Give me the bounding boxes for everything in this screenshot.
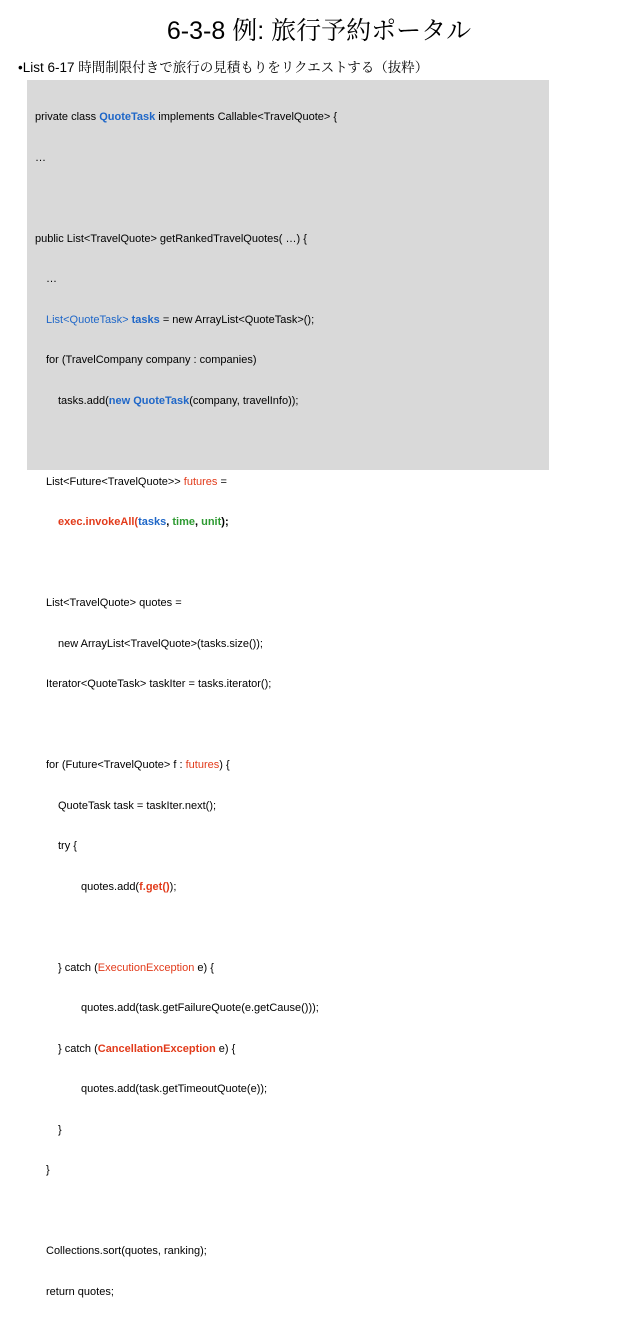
code-line xyxy=(35,759,337,773)
code-line xyxy=(35,678,337,692)
code-text: implements Callable<TravelQuote> { xyxy=(155,111,338,123)
code-text: for (Future<TravelQuote> f : xyxy=(46,759,186,771)
code-new-quotetask: new QuoteTask xyxy=(108,394,190,407)
code-line xyxy=(35,962,337,976)
code-var-futures: futures xyxy=(183,475,218,488)
code-text: public List<TravelQuote> getRankedTravelQuotes( …) { xyxy=(35,232,307,245)
code-text: quotes.add(task.getTimeoutQuote(e)); xyxy=(81,1083,268,1095)
code-line xyxy=(35,1002,337,1016)
code-var-futures: futures xyxy=(185,759,220,771)
code-execution-exception: ExecutionException xyxy=(97,961,195,974)
code-text: quotes.add( xyxy=(81,880,140,893)
code-arg-tasks: tasks xyxy=(138,516,167,528)
code-text: … xyxy=(46,273,57,285)
code-line-blank xyxy=(35,192,337,206)
code-line xyxy=(35,840,337,854)
code-type: List<QuoteTask> xyxy=(46,313,129,326)
code-text: List<TravelQuote> quotes = xyxy=(46,597,182,609)
code-line xyxy=(35,1245,337,1259)
code-line-blank xyxy=(35,557,337,571)
code-line xyxy=(35,1164,337,1178)
code-line xyxy=(35,314,337,328)
code-text: (company, travelInfo)); xyxy=(189,394,299,407)
code-line xyxy=(35,152,337,166)
code-line xyxy=(35,1124,337,1138)
slide-title: 6-3-8 例: 旅行予約ポータル xyxy=(166,17,472,45)
code-text: e) { xyxy=(194,961,214,974)
code-text: new ArrayList<TravelQuote>(tasks.size()); xyxy=(58,637,263,650)
code-invokeall: exec.invokeAll( xyxy=(58,516,139,528)
code-text: ); xyxy=(221,516,229,528)
code-line xyxy=(35,516,337,530)
code-line xyxy=(35,395,337,409)
code-line xyxy=(35,597,337,611)
code-block xyxy=(27,80,549,1298)
code-line-blank xyxy=(35,435,337,449)
code-text: … xyxy=(35,151,46,164)
code-line xyxy=(35,1083,337,1097)
code-cancellation-exception: CancellationException xyxy=(97,1042,216,1055)
code-text: = new ArrayList<QuoteTask>(); xyxy=(159,313,315,326)
code-text: ) { xyxy=(219,759,230,771)
code-line xyxy=(35,476,337,490)
code-text: ); xyxy=(169,880,177,893)
code-text: quotes.add(task.getFailureQuote(e.getCause())); xyxy=(81,1002,319,1014)
code-text: } catch ( xyxy=(58,961,98,974)
code-class-name: QuoteTask xyxy=(99,111,156,123)
code-text: return quotes; xyxy=(46,1285,114,1298)
code-text: tasks.add( xyxy=(58,394,109,407)
code-line xyxy=(35,1043,337,1057)
code-line xyxy=(35,111,337,125)
code-line xyxy=(35,273,337,287)
code-line xyxy=(35,354,337,368)
code-listing xyxy=(35,84,337,1326)
code-text: Iterator<QuoteTask> taskIter = tasks.iterator(); xyxy=(46,678,272,690)
code-text: } xyxy=(58,1123,62,1136)
code-f-get: f.get() xyxy=(139,880,170,893)
code-text: } xyxy=(46,1164,50,1176)
code-line xyxy=(35,881,337,895)
code-text: private class xyxy=(35,111,100,123)
code-arg-time: time xyxy=(172,516,195,528)
code-text: List<Future<TravelQuote>> xyxy=(46,475,184,488)
code-text: Collections.sort(quotes, ranking); xyxy=(46,1245,207,1257)
code-line-blank xyxy=(35,719,337,733)
code-line xyxy=(35,233,337,247)
code-line xyxy=(35,638,337,652)
code-line xyxy=(35,800,337,814)
code-line xyxy=(35,1286,337,1300)
code-text: e) { xyxy=(215,1042,236,1055)
slide-subtitle: •List 6-17 時間制限付きで旅行の見積もりをリクエストする（抜粋） xyxy=(18,60,429,75)
code-text: for (TravelCompany company : companies) xyxy=(46,354,257,366)
code-var: tasks xyxy=(128,313,160,326)
code-text: , xyxy=(194,516,202,528)
code-text: = xyxy=(217,475,227,488)
code-text: QuoteTask task = taskIter.next(); xyxy=(58,799,217,812)
code-line-blank xyxy=(35,1205,337,1219)
code-text: } catch ( xyxy=(58,1042,98,1055)
code-text: , xyxy=(166,516,173,528)
code-arg-unit: unit xyxy=(201,516,222,528)
code-line-blank xyxy=(35,921,337,935)
code-text: try { xyxy=(58,840,77,852)
